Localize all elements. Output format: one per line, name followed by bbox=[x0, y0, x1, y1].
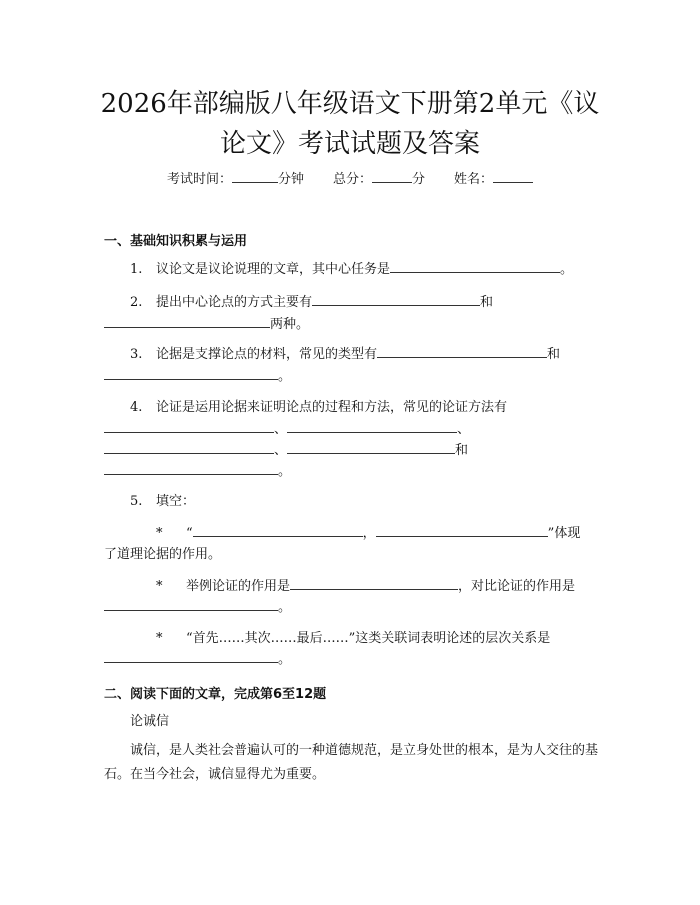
connector: 和 bbox=[480, 295, 494, 310]
question-5-bullet-2 bbox=[156, 577, 575, 597]
separator: 、 bbox=[457, 422, 471, 437]
question-number: 2. bbox=[130, 295, 143, 310]
score-unit: 分 bbox=[412, 172, 426, 187]
question-5 bbox=[130, 492, 195, 512]
punctuation: 。 bbox=[278, 600, 292, 615]
question-text: 议论文是议论说理的文章，其中心任务是 bbox=[156, 262, 391, 277]
question-4-cont-1 bbox=[104, 420, 470, 440]
bullet-icon: * bbox=[156, 526, 163, 541]
question-text: 论据是支撑论点的材料，常见的类型有 bbox=[156, 347, 378, 362]
punctuation: “ bbox=[186, 526, 193, 541]
title-line-2: 论文》考试试题及答案 bbox=[219, 129, 480, 159]
connector: 和 bbox=[455, 443, 469, 458]
answer-blank[interactable] bbox=[376, 524, 548, 537]
answer-blank[interactable] bbox=[312, 293, 480, 306]
answer-blank[interactable] bbox=[287, 420, 457, 433]
separator: 、 bbox=[274, 443, 288, 458]
answer-blank[interactable] bbox=[390, 260, 560, 273]
title-line-1: 2026年部编版八年级语文下册第2单元《议 bbox=[100, 89, 600, 119]
answer-blank[interactable] bbox=[193, 524, 363, 537]
section-heading-1: 一、基础知识积累与运用 bbox=[104, 234, 248, 249]
question-2-cont bbox=[104, 315, 309, 335]
question-number: 4. bbox=[130, 400, 143, 415]
question-5-bullet-2-cont bbox=[104, 598, 291, 618]
question-text: “首先……其次……最后……”这类关联词表明论述的层次关系是 bbox=[186, 631, 551, 646]
answer-blank[interactable] bbox=[287, 441, 455, 454]
question-4-cont-2 bbox=[104, 441, 468, 461]
exam-title bbox=[70, 84, 630, 164]
question-number: 3. bbox=[130, 347, 143, 362]
punctuation: 。 bbox=[560, 262, 574, 277]
time-unit: 分钟 bbox=[278, 172, 305, 187]
answer-blank[interactable] bbox=[104, 650, 278, 663]
question-text: 两种。 bbox=[270, 317, 310, 332]
punctuation: 。 bbox=[278, 464, 292, 479]
time-label: 考试时间： bbox=[167, 172, 233, 187]
answer-blank[interactable] bbox=[104, 462, 278, 475]
question-number: 1. bbox=[130, 262, 143, 277]
answer-blank[interactable] bbox=[104, 441, 274, 454]
question-text: 填空： bbox=[156, 494, 196, 509]
question-3 bbox=[130, 345, 560, 365]
answer-blank[interactable] bbox=[104, 420, 274, 433]
question-number: 5. bbox=[130, 494, 143, 509]
answer-blank[interactable] bbox=[377, 345, 547, 358]
section-heading-2: 二、阅读下面的文章，完成第6至12题 bbox=[104, 687, 327, 702]
question-4-cont-3 bbox=[104, 462, 291, 482]
question-text: ，对比论证的作用是 bbox=[458, 579, 576, 594]
question-text: 论证是运用论据来证明论点的过程和方法，常见的论证方法有 bbox=[156, 400, 508, 415]
question-text: 举例论证的作用是 bbox=[186, 579, 291, 594]
connector: 和 bbox=[547, 347, 561, 362]
answer-blank[interactable] bbox=[104, 598, 278, 611]
time-blank[interactable] bbox=[232, 170, 278, 183]
name-blank[interactable] bbox=[493, 170, 533, 183]
article-paragraph-1: 诚信，是人类社会普遍认可的一种道德规范，是立身处世的根本，是为人交往的基石。在当今社会，诚信显得尤为重要。 bbox=[104, 743, 599, 782]
answer-blank[interactable] bbox=[104, 315, 270, 328]
question-4 bbox=[130, 398, 507, 418]
question-5-bullet-3 bbox=[156, 629, 550, 649]
punctuation: 。 bbox=[278, 652, 292, 667]
question-1 bbox=[130, 260, 573, 280]
punctuation: 。 bbox=[278, 369, 292, 384]
bullet-icon: * bbox=[156, 579, 163, 594]
question-2 bbox=[130, 293, 493, 313]
question-5-bullet-1 bbox=[156, 524, 580, 544]
article-title: 论诚信 bbox=[130, 714, 170, 729]
score-label: 总分： bbox=[332, 172, 372, 187]
question-5-bullet-3-cont bbox=[104, 650, 291, 670]
exam-meta bbox=[0, 168, 700, 187]
answer-blank[interactable] bbox=[290, 577, 458, 590]
punctuation: ， bbox=[362, 526, 376, 541]
question-text: 提出中心论点的方式主要有 bbox=[156, 295, 313, 310]
separator: 、 bbox=[274, 422, 288, 437]
name-label: 姓名： bbox=[453, 172, 493, 187]
question-3-cont bbox=[104, 367, 291, 387]
answer-blank[interactable] bbox=[104, 367, 278, 380]
question-5-bullet-1-cont: 了道理论据的作用。 bbox=[104, 547, 222, 562]
bullet-icon: * bbox=[156, 631, 163, 646]
question-text: ”体现 bbox=[547, 526, 581, 541]
score-blank[interactable] bbox=[372, 170, 412, 183]
